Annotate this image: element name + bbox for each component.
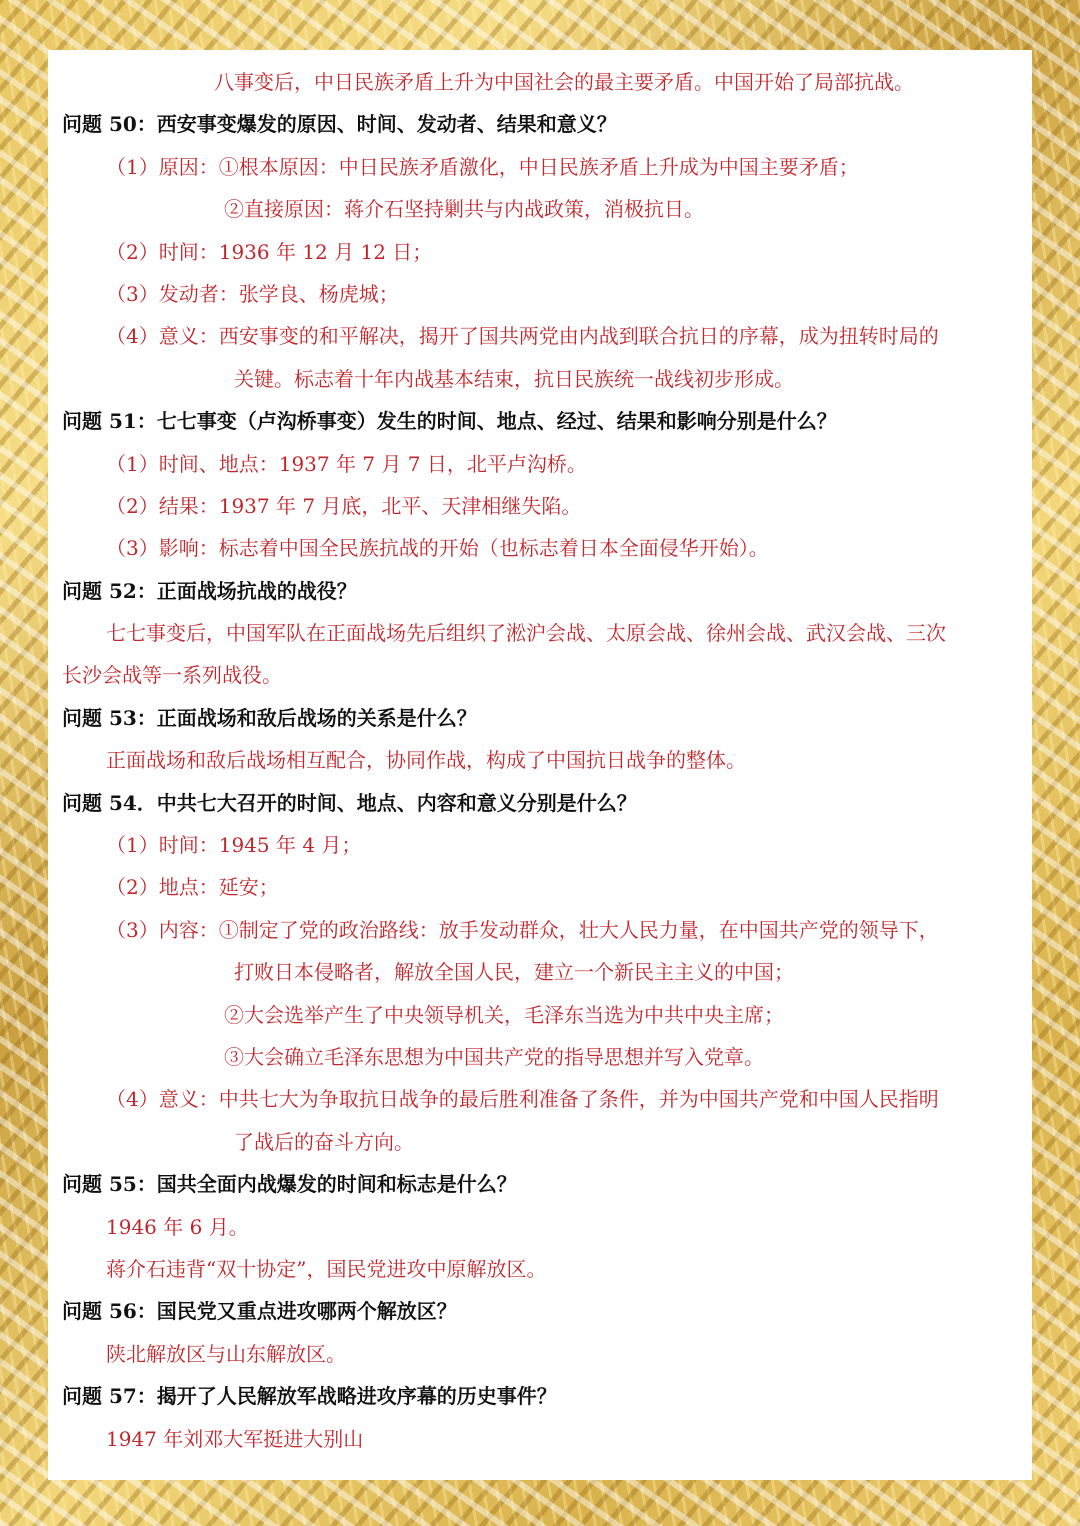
answer-line: 打败日本侵略者，解放全国人民，建立一个新民主主义的中国； (234, 960, 794, 985)
answer-line: 陕北解放区与山东解放区。 (106, 1341, 346, 1366)
document-body (62, 61, 1024, 1460)
answer-line: 八事变后，中日民族矛盾上升为中国社会的最主要矛盾。中国开始了局部抗战。 (214, 70, 914, 94)
answer-line: 正面战场和敌后战场相互配合，协同作战，构成了中国抗日战争的整体。 (106, 748, 746, 773)
answer-line: （1）时间：1945 年 4 月； (106, 833, 362, 858)
answer-line: （2）时间：1936 年 12 月 12 日； (106, 239, 433, 264)
question-heading-53: 问题 53：正面战场和敌后战场的关系是什么？ (62, 705, 477, 730)
answer-line: 了战后的奋斗方向。 (234, 1129, 414, 1154)
answer-line: ③大会确立毛泽东思想为中国共产党的指导思想并写入党章。 (224, 1044, 764, 1069)
answer-line: 1946 年 6 月。 (106, 1214, 249, 1239)
answer-line: （1）时间、地点：1937 年 7 月 7 日，北平卢沟桥。 (106, 451, 587, 476)
answer-line: 七七事变后，中国军队在正面战场先后组织了淞沪会战、太原会战、徐州会战、武汉会战、三次 (106, 621, 946, 646)
question-heading-51: 问题 51：七七事变（卢沟桥事变）发生的时间、地点、经过、结果和影响分别是什么？ (62, 409, 837, 434)
answer-line: ②大会选举产生了中央领导机关，毛泽东当选为中共中央主席； (224, 1002, 784, 1027)
answer-line: 1947 年刘邓大军挺进大别山 (106, 1426, 364, 1451)
question-heading-55: 问题 55：国共全面内战爆发的时间和标志是什么？ (62, 1172, 517, 1197)
question-heading-56: 问题 56：国民党又重点进攻哪两个解放区？ (62, 1299, 457, 1324)
answer-line: （2）地点：延安； (106, 875, 279, 900)
answer-line: 关键。标志着十年内战基本结束，抗日民族统一战线初步形成。 (234, 366, 794, 391)
answer-line: （2）结果：1937 年 7 月底，北平、天津相继失陷。 (106, 493, 582, 518)
answer-line: （4）意义：中共七大为争取抗日战争的最后胜利准备了条件，并为中国共产党和中国人民指明 (106, 1087, 939, 1112)
answer-line: （3）影响：标志着中国全民族抗战的开始（也标志着日本全面侵华开始）。 (106, 536, 769, 561)
answer-line: （3）内容：①制定了党的政治路线：放手发动群众，壮大人民力量，在中国共产党的领导下， (106, 917, 939, 942)
question-heading-52: 问题 52：正面战场抗战的战役？ (62, 578, 357, 603)
answer-line: （1）原因：①根本原因：中日民族矛盾激化，中日民族矛盾上升成为中国主要矛盾； (106, 154, 859, 179)
answer-line: 蒋介石违背“双十协定”，国民党进攻中原解放区。 (106, 1256, 547, 1281)
answer-line: ②直接原因：蒋介石坚持剿共与内战政策，消极抗日。 (224, 197, 704, 222)
answer-line: （4）意义：西安事变的和平解决，揭开了国共两党由内战到联合抗日的序幕，成为扭转时局的 (106, 324, 939, 349)
answer-line: （3）发动者：张学良、杨虎城； (106, 281, 399, 306)
question-heading-57: 问题 57：揭开了人民解放军战略进攻序幕的历史事件？ (62, 1384, 557, 1409)
question-heading-50: 问题 50：西安事变爆发的原因、时间、发动者、结果和意义？ (62, 112, 617, 137)
question-heading-54: 问题 54．中共七大召开的时间、地点、内容和意义分别是什么？ (62, 790, 637, 815)
answer-line: 长沙会战等一系列战役。 (62, 663, 282, 688)
